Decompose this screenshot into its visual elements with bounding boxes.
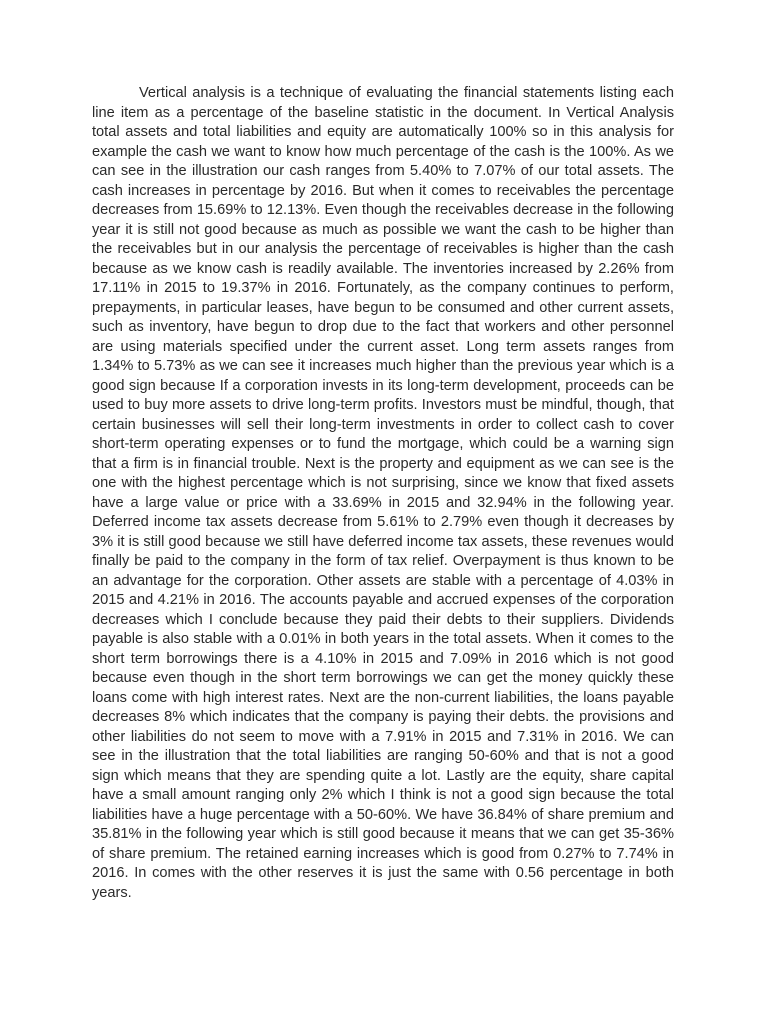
body-paragraph: Vertical analysis is a technique of evaluating the financial statements listing each line item as a percentage of the baseline statistic in the document. In Vertical Analysis total assets and total liabilities and equity are automatically 100% so in this analysis for example the cash we want to know how much percentage of the cash is the 100%. As we can see in the illustration our cash ranges from 5.40% to 7.07% of our total assets. The cash increases in percentage by 2016. But when it comes to receivables the percentage decreases from 15.69% to 12.13%. Even though the receivables decrease in the following year it is still not good because as much as possible we want the cash to be higher than the receivables but in our analysis the percentage of receivables is higher than the cash because as we know cash is readily available. The inventories increased by 2.26% from 17.11% in 2015 to 19.37% in 2016. Fortunately, as the company continues to perform, prepayments, in particular leases, have begun to be consumed and other current assets, such as inventory, have begun to drop due to the fact that workers and other personnel are using materials specified under the current asset. Long term assets ranges from 1.34% to 5.73% as we can see it increases much higher than the previous year which is a good sign because If a corporation invests in its long-term development, proceeds can be used to buy more assets to drive long-term profits. Investors must be mindful, though, that certain businesses will sell their long-term investments in order to collect cash to cover short-term operating expenses or to fund the mortgage, which could be a warning sign that a firm is in financial trouble. Next is the property and equipment as we can see is the one with the highest percentage which is not surprising, since we know that fixed assets have a large value or price with a 33.69% in 2015 and 32.94% in the following year. Deferred income tax assets decrease from 5.61% to 2.79% even though it decreases by 3% it is still good because we still have deferred income tax assets, these revenues would finally be paid to the company in the form of tax relief. Overpayment is thus known to be an advantage for the corporation. Other assets are stable with a percentage of 4.03% in 2015 and 4.21% in 2016. The accounts payable and accrued expenses of the corporation decreases which I conclude because they paid their debts to their suppliers. Dividends payable is also stable with a 0.01% in both years in the total assets. When it comes to the short term borrowings there is a 4.10% in 2015 and 7.09% in 2016 which is not good because even though in the short term borrowings we can get the money quickly these loans come with high interest rates. Next are the non-current liabilities, the loans payable decreases 8% which indicates that the company is paying their debts. the provisions and other liabilities do not seem to move with a 7.91% in 2015 and 7.31% in 2016. We can see in the illustration that the total liabilities are ranging 50-60% and that is not a good sign which means that they are spending quite a lot. Lastly are the equity, share capital have a small amount ranging only 2% which I think is not a good sign because the total liabilities have a huge percentage with a 50-60%. We have 36.84% of share premium and 35.81% in the following year which is still good because it means that we can get 35-36% of share premium. The retained earning increases which is good from 0.27% to 7.74% in 2016. In comes with the other reserves it is just the same with 0.56 percentage in both years.: [92, 85, 674, 901]
